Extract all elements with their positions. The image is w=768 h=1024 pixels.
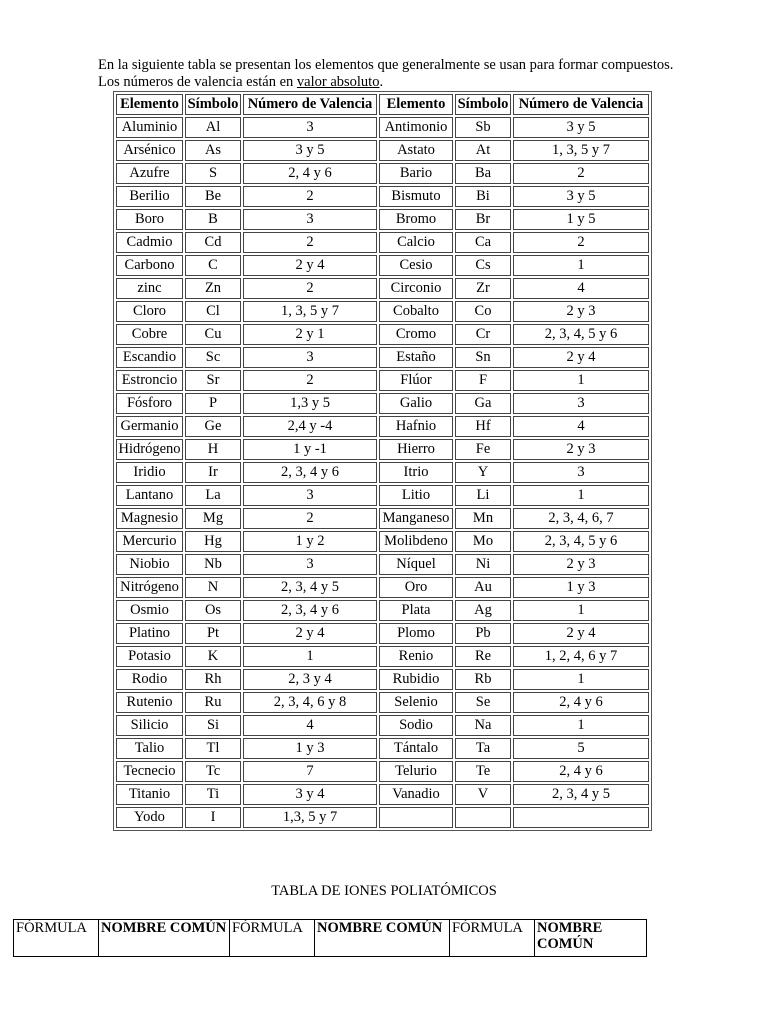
cell-valence: 2 (243, 186, 377, 207)
cell-valence-2: 2, 4 y 6 (513, 761, 649, 782)
cell-valence: 1 y 2 (243, 531, 377, 552)
ions-table-title: TABLA DE IONES POLIATÓMICOS (271, 883, 497, 899)
cell-symbol-2: Ni (455, 554, 511, 575)
cell-valence: 2, 3, 4 y 6 (243, 600, 377, 621)
cell-element-2: Bario (379, 163, 453, 184)
cell-valence-2: 1 y 5 (513, 209, 649, 230)
table-row (116, 439, 649, 460)
cell-element: Nitrógeno (116, 577, 183, 598)
cell-symbol: Ru (185, 692, 241, 713)
cell-symbol-2: Bi (455, 186, 511, 207)
table-row (116, 163, 649, 184)
cell-element: Niobio (116, 554, 183, 575)
cell-element: Cadmio (116, 232, 183, 253)
cell-element: zinc (116, 278, 183, 299)
cell-valence-2: 1 (513, 715, 649, 736)
cell-symbol-2: Se (455, 692, 511, 713)
cell-valence-2: 2, 4 y 6 (513, 692, 649, 713)
cell-valence: 2, 3, 4 y 5 (243, 577, 377, 598)
cell-symbol: I (185, 807, 241, 828)
cell-element: Mercurio (116, 531, 183, 552)
cell-valence: 3 (243, 209, 377, 230)
cell-element-2: Tántalo (379, 738, 453, 759)
table-row (116, 577, 649, 598)
cell-symbol-2: Te (455, 761, 511, 782)
cell-valence-2: 3 y 5 (513, 117, 649, 138)
table-row (116, 186, 649, 207)
cell-symbol-2: Mo (455, 531, 511, 552)
ions-table (13, 919, 647, 957)
cell-valence-2: 4 (513, 278, 649, 299)
cell-element-2: Sodio (379, 715, 453, 736)
cell-element: Fósforo (116, 393, 183, 414)
cell-valence-2: 3 (513, 393, 649, 414)
cell-valence: 1,3, 5 y 7 (243, 807, 377, 828)
cell-element-2: Níquel (379, 554, 453, 575)
cell-symbol-2: Br (455, 209, 511, 230)
cell-element-2: Flúor (379, 370, 453, 391)
cell-valence: 2, 4 y 6 (243, 163, 377, 184)
cell-element-2: Selenio (379, 692, 453, 713)
cell-valence: 3 (243, 554, 377, 575)
cell-valence-2: 2, 3, 4, 5 y 6 (513, 324, 649, 345)
table-row (116, 715, 649, 736)
cell-valence: 2, 3 y 4 (243, 669, 377, 690)
cell-valence-2: 2 (513, 163, 649, 184)
cell-element-2: Bromo (379, 209, 453, 230)
cell-element-2: Itrio (379, 462, 453, 483)
cell-valence-2: 1 y 3 (513, 577, 649, 598)
cell-symbol-2: Ba (455, 163, 511, 184)
cell-valence-2: 4 (513, 416, 649, 437)
cell-element-2: Oro (379, 577, 453, 598)
cell-symbol-2: Sb (455, 117, 511, 138)
cell-valence-2 (513, 807, 649, 828)
cell-symbol: C (185, 255, 241, 276)
cell-symbol-2: Re (455, 646, 511, 667)
table-row (116, 416, 649, 437)
cell-symbol: Cd (185, 232, 241, 253)
cell-element: Tecnecio (116, 761, 183, 782)
table-row (116, 646, 649, 667)
cell-element: Berilio (116, 186, 183, 207)
cell-symbol: Cl (185, 301, 241, 322)
cell-symbol-2: V (455, 784, 511, 805)
table-row (116, 301, 649, 322)
cell-symbol: S (185, 163, 241, 184)
table-row (116, 370, 649, 391)
cell-symbol: Cu (185, 324, 241, 345)
cell-valence-2: 2, 3, 4, 6, 7 (513, 508, 649, 529)
cell-symbol: Si (185, 715, 241, 736)
table-row (116, 807, 649, 828)
table-row (116, 462, 649, 483)
cell-symbol: Tl (185, 738, 241, 759)
cell-valence-2: 3 y 5 (513, 186, 649, 207)
cell-symbol: Hg (185, 531, 241, 552)
cell-element: Platino (116, 623, 183, 644)
cell-valence: 2 (243, 232, 377, 253)
cell-symbol: B (185, 209, 241, 230)
cell-symbol-2: Cr (455, 324, 511, 345)
cell-valence-2: 2, 3, 4, 5 y 6 (513, 531, 649, 552)
table-row (116, 232, 649, 253)
ions-header-formula-1: FÓRMULA (14, 920, 99, 957)
ions-table-header-row (14, 920, 647, 957)
cell-valence: 3 y 5 (243, 140, 377, 161)
table-row (116, 117, 649, 138)
cell-element-2 (379, 807, 453, 828)
intro-underlined-text: valor absoluto (296, 73, 380, 90)
cell-symbol: Pt (185, 623, 241, 644)
cell-valence-2: 2 y 4 (513, 623, 649, 644)
cell-valence-2: 1, 2, 4, 6 y 7 (513, 646, 649, 667)
cell-element-2: Manganeso (379, 508, 453, 529)
cell-element-2: Estaño (379, 347, 453, 368)
table-row (116, 278, 649, 299)
cell-valence-2: 2 y 3 (513, 439, 649, 460)
cell-symbol: P (185, 393, 241, 414)
cell-symbol: K (185, 646, 241, 667)
table-row (116, 347, 649, 368)
cell-symbol: Ge (185, 416, 241, 437)
cell-valence: 1,3 y 5 (243, 393, 377, 414)
cell-symbol-2 (455, 807, 511, 828)
cell-valence-2: 1 (513, 370, 649, 391)
cell-symbol-2: Sn (455, 347, 511, 368)
cell-element-2: Renio (379, 646, 453, 667)
cell-symbol-2: Ga (455, 393, 511, 414)
cell-element: Arsénico (116, 140, 183, 161)
cell-element-2: Calcio (379, 232, 453, 253)
cell-symbol: La (185, 485, 241, 506)
cell-symbol: Al (185, 117, 241, 138)
table-row (116, 485, 649, 506)
table-row (116, 738, 649, 759)
cell-element-2: Astato (379, 140, 453, 161)
cell-element: Titanio (116, 784, 183, 805)
intro-line-2-prefix: Los números de valencia están en (98, 73, 297, 90)
cell-element-2: Plata (379, 600, 453, 621)
cell-symbol-2: Pb (455, 623, 511, 644)
cell-valence-2: 2 y 3 (513, 301, 649, 322)
cell-valence: 3 (243, 347, 377, 368)
cell-symbol: Be (185, 186, 241, 207)
cell-element: Potasio (116, 646, 183, 667)
cell-symbol: N (185, 577, 241, 598)
header-valence-2: Número de Valencia (513, 94, 649, 115)
cell-symbol-2: Y (455, 462, 511, 483)
cell-element: Rutenio (116, 692, 183, 713)
cell-element-2: Litio (379, 485, 453, 506)
table-row (116, 531, 649, 552)
cell-valence: 2 (243, 370, 377, 391)
table-row (116, 508, 649, 529)
ions-header-name-3: NOMBRE COMÚN (535, 920, 647, 957)
cell-symbol: H (185, 439, 241, 460)
cell-valence-2: 5 (513, 738, 649, 759)
cell-element-2: Vanadio (379, 784, 453, 805)
cell-element: Hidrógeno (116, 439, 183, 460)
header-symbol: Símbolo (185, 94, 241, 115)
cell-valence: 2 y 4 (243, 255, 377, 276)
cell-element: Osmio (116, 600, 183, 621)
cell-symbol-2: Co (455, 301, 511, 322)
intro-line-2-suffix: . (379, 73, 384, 90)
intro-line-1: En la siguiente tabla se presentan los elementos que generalmente se usan para formar compuestos. (98, 57, 674, 73)
cell-element: Lantano (116, 485, 183, 506)
cell-valence-2: 1 (513, 600, 649, 621)
cell-element-2: Telurio (379, 761, 453, 782)
cell-element-2: Cobalto (379, 301, 453, 322)
header-element-2: Elemento (379, 94, 453, 115)
cell-element: Cloro (116, 301, 183, 322)
cell-symbol-2: Mn (455, 508, 511, 529)
cell-valence: 1, 3, 5 y 7 (243, 301, 377, 322)
cell-element: Yodo (116, 807, 183, 828)
cell-element-2: Rubidio (379, 669, 453, 690)
cell-element: Talio (116, 738, 183, 759)
cell-symbol: Sr (185, 370, 241, 391)
cell-valence-2: 1 (513, 485, 649, 506)
table-row (116, 554, 649, 575)
cell-element: Azufre (116, 163, 183, 184)
cell-symbol: Zn (185, 278, 241, 299)
cell-valence-2: 2, 3, 4 y 5 (513, 784, 649, 805)
cell-element: Escandio (116, 347, 183, 368)
cell-symbol-2: Ta (455, 738, 511, 759)
cell-symbol-2: Rb (455, 669, 511, 690)
cell-symbol-2: Cs (455, 255, 511, 276)
cell-valence: 4 (243, 715, 377, 736)
cell-element-2: Molibdeno (379, 531, 453, 552)
cell-element-2: Hierro (379, 439, 453, 460)
cell-valence: 2,4 y -4 (243, 416, 377, 437)
header-element: Elemento (116, 94, 183, 115)
cell-symbol-2: Ca (455, 232, 511, 253)
cell-valence: 2, 3, 4, 6 y 8 (243, 692, 377, 713)
cell-symbol: Os (185, 600, 241, 621)
cell-valence-2: 1, 3, 5 y 7 (513, 140, 649, 161)
ions-header-formula-3: FÓRMULA (450, 920, 535, 957)
cell-valence-2: 1 (513, 669, 649, 690)
cell-symbol-2: Zr (455, 278, 511, 299)
table-row (116, 255, 649, 276)
cell-valence: 3 y 4 (243, 784, 377, 805)
table-row (116, 393, 649, 414)
cell-element: Germanio (116, 416, 183, 437)
cell-symbol: Tc (185, 761, 241, 782)
cell-element: Magnesio (116, 508, 183, 529)
table-row (116, 669, 649, 690)
cell-valence: 2 y 4 (243, 623, 377, 644)
cell-symbol-2: Li (455, 485, 511, 506)
table-row (116, 209, 649, 230)
cell-symbol-2: Na (455, 715, 511, 736)
table-row (116, 761, 649, 782)
cell-symbol-2: F (455, 370, 511, 391)
intro-line-2 (98, 74, 738, 91)
valence-table (113, 91, 652, 831)
table-row (116, 140, 649, 161)
cell-element-2: Cromo (379, 324, 453, 345)
cell-symbol: Rh (185, 669, 241, 690)
cell-symbol: Ir (185, 462, 241, 483)
cell-element-2: Galio (379, 393, 453, 414)
valence-table-body (116, 117, 649, 828)
cell-symbol-2: Hf (455, 416, 511, 437)
cell-element-2: Bismuto (379, 186, 453, 207)
cell-valence-2: 2 y 3 (513, 554, 649, 575)
ions-header-name-2: NOMBRE COMÚN (315, 920, 450, 957)
cell-symbol: Mg (185, 508, 241, 529)
cell-element: Silicio (116, 715, 183, 736)
table-row (116, 324, 649, 345)
cell-symbol: Nb (185, 554, 241, 575)
cell-element-2: Plomo (379, 623, 453, 644)
cell-element: Carbono (116, 255, 183, 276)
cell-valence: 3 (243, 117, 377, 138)
cell-valence: 2 (243, 508, 377, 529)
cell-symbol-2: Ag (455, 600, 511, 621)
header-symbol-2: Símbolo (455, 94, 511, 115)
table-row (116, 692, 649, 713)
cell-symbol-2: Au (455, 577, 511, 598)
cell-symbol-2: At (455, 140, 511, 161)
cell-element: Iridio (116, 462, 183, 483)
cell-valence: 2 (243, 278, 377, 299)
cell-valence-2: 2 y 4 (513, 347, 649, 368)
cell-valence: 2, 3, 4 y 6 (243, 462, 377, 483)
cell-element: Boro (116, 209, 183, 230)
cell-valence: 1 (243, 646, 377, 667)
cell-valence: 2 y 1 (243, 324, 377, 345)
ions-header-name-1: NOMBRE COMÚN (99, 920, 230, 957)
cell-valence: 7 (243, 761, 377, 782)
table-row (116, 623, 649, 644)
cell-valence-2: 1 (513, 255, 649, 276)
table-row (116, 784, 649, 805)
cell-valence: 1 y -1 (243, 439, 377, 460)
cell-valence-2: 2 (513, 232, 649, 253)
header-valence: Número de Valencia (243, 94, 377, 115)
cell-element: Aluminio (116, 117, 183, 138)
cell-element-2: Circonio (379, 278, 453, 299)
intro-paragraph (98, 57, 738, 90)
table-row (116, 600, 649, 621)
cell-symbol: As (185, 140, 241, 161)
valence-table-header-row (116, 94, 649, 115)
cell-symbol-2: Fe (455, 439, 511, 460)
cell-element: Rodio (116, 669, 183, 690)
cell-element-2: Cesio (379, 255, 453, 276)
cell-element: Estroncio (116, 370, 183, 391)
cell-symbol: Sc (185, 347, 241, 368)
ions-header-formula-2: FÓRMULA (230, 920, 315, 957)
cell-valence-2: 3 (513, 462, 649, 483)
cell-valence: 1 y 3 (243, 738, 377, 759)
cell-symbol: Ti (185, 784, 241, 805)
cell-element-2: Antimonio (379, 117, 453, 138)
cell-element: Cobre (116, 324, 183, 345)
cell-valence: 3 (243, 485, 377, 506)
cell-element-2: Hafnio (379, 416, 453, 437)
